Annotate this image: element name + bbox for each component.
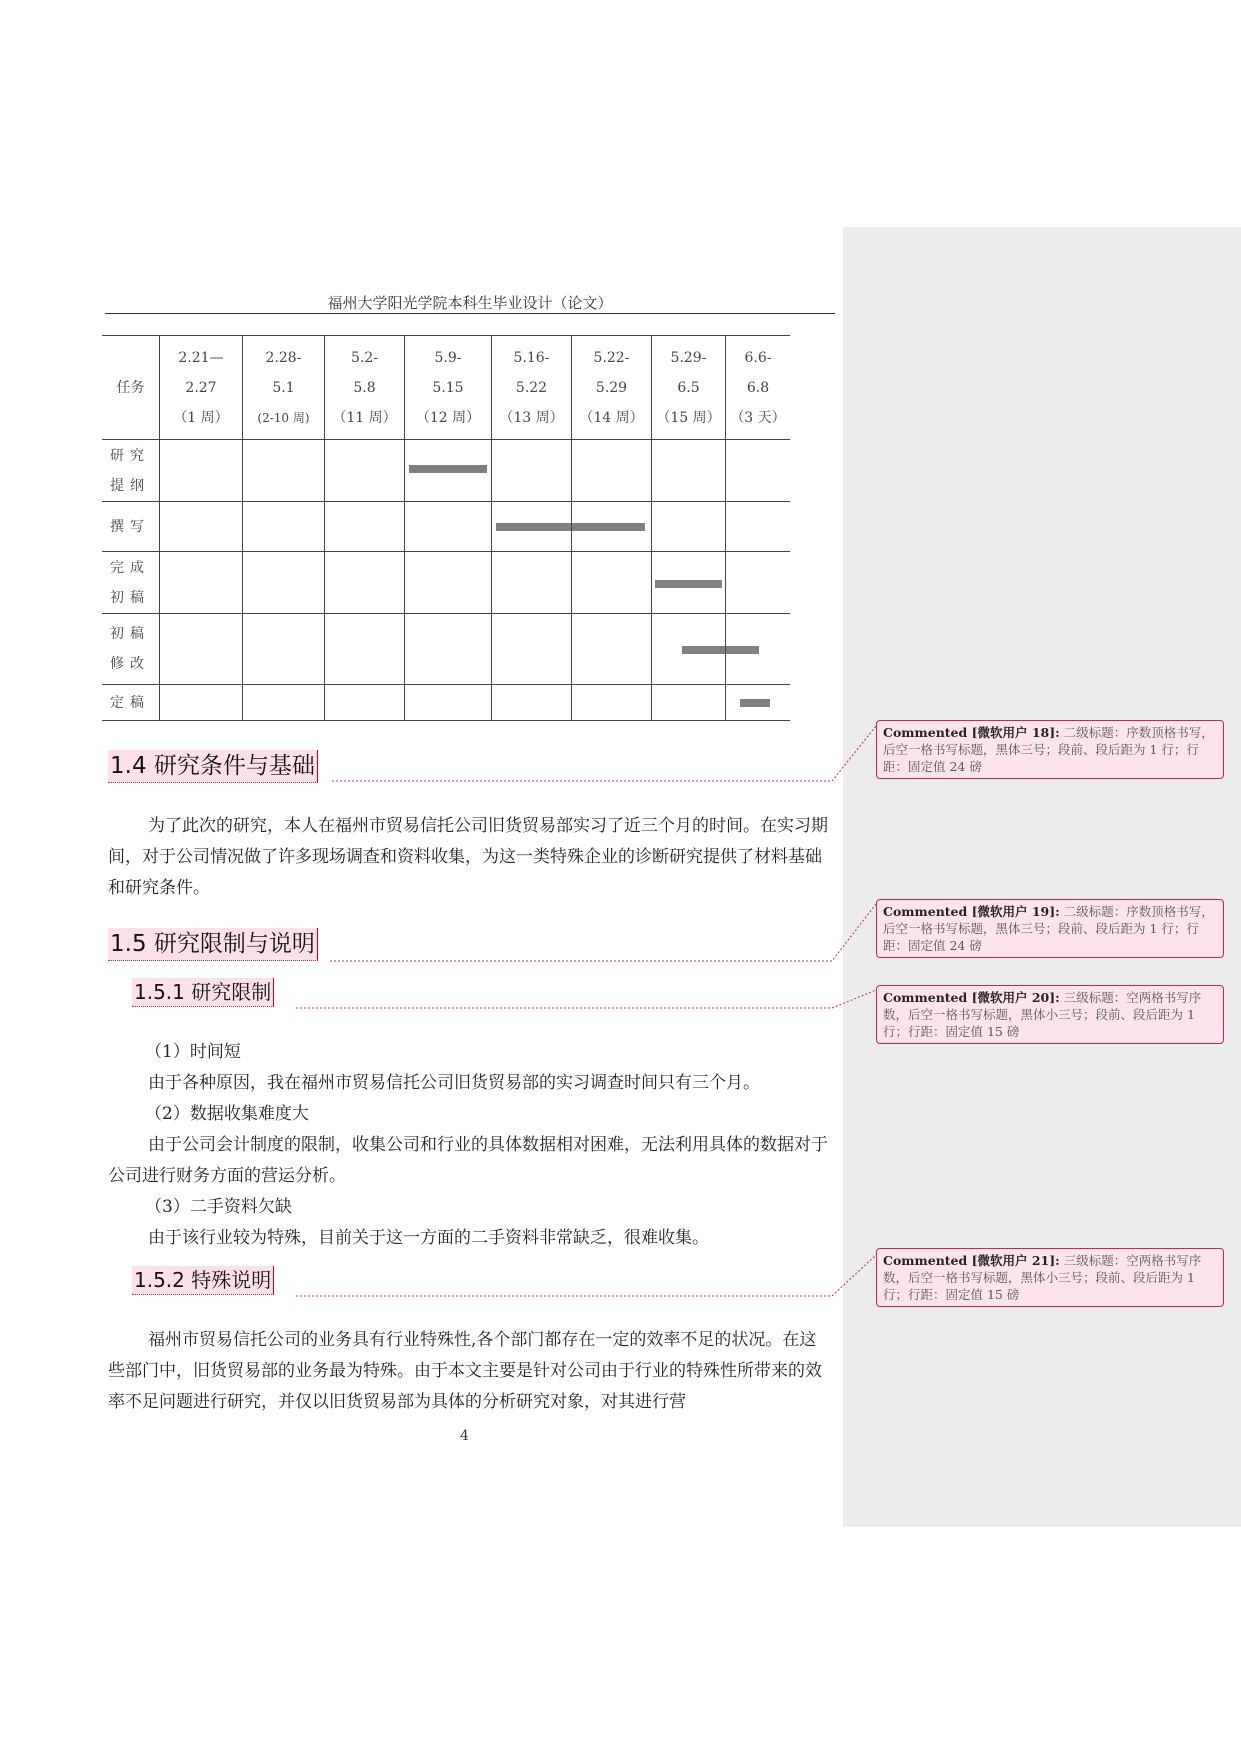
period-header: 2.21— 2.27 （1 周）: [160, 336, 243, 440]
section-body-1-5-2: 福州市贸易信托公司的业务具有行业特殊性,各个部门都存在一定的效率不足的状况。在这些部门中，旧货贸易部的业务最为特殊。由于本文主要是针对公司由于行业的特殊性所带来的效率不足问题进行研究，并仅以旧货贸易部为具体的分析研究对象，对其进行营: [108, 1330, 822, 1412]
limitation-body-3: 由于该行业较为特殊，目前关于这一方面的二手资料非常缺乏，很难收集。: [148, 1228, 709, 1248]
period-header: 2.28- 5.1 (2-10 周): [243, 336, 325, 440]
limitation-item-3: （3）二手资料欠缺: [145, 1197, 292, 1217]
comment-balloon[interactable]: Commented [微软用户 18]: 二级标题：序数顶格书写，后空一格书写标题，黑体三号；段前、段后距为 1 行；行距：固定值 24 磅: [876, 720, 1224, 779]
section-body-1-4: 为了此次的研究，本人在福州市贸易信托公司旧货贸易部实习了近三个月的时间。在实习期间，对于公司情况做了许多现场调查和资料收集，为这一类特殊企业的诊断研究提供了材料基础和研究条件。: [108, 816, 828, 898]
limitation-body-2: 由于公司会计制度的限制，收集公司和行业的具体数据相对困难，无法利用具体的数据对于公司进行财务方面的营运分析。: [108, 1135, 828, 1186]
task-label: 撰写: [102, 502, 160, 552]
section-heading-1-5-1: 1.5.1 研究限制: [132, 978, 274, 1007]
section-heading-1-4: 1.4 研究条件与基础: [108, 750, 318, 783]
page-number: 4: [460, 1428, 469, 1444]
limitation-item-1: （1）时间短: [145, 1042, 241, 1062]
period-header: 6.6- 6.8 （3 天）: [726, 336, 791, 440]
period-header: 5.22- 5.29 （14 周）: [572, 336, 652, 440]
task-label: 初稿 修改: [102, 614, 160, 685]
limitation-item-2: （2）数据收集难度大: [145, 1104, 309, 1124]
running-header: 福州大学阳光学院本科生毕业设计（论文）: [327, 294, 613, 312]
comment-balloon[interactable]: Commented [微软用户 19]: 二级标题：序数顶格书写，后空一格书写标题，黑体三号；段前、段后距为 1 行；行距：固定值 24 磅: [876, 899, 1224, 958]
period-header: 5.2- 5.8 （11 周）: [325, 336, 405, 440]
comment-balloon[interactable]: Commented [微软用户 20]: 三级标题：空两格书写序数，后空一格书写标题，黑体小三号；段前、段后距为 1 行；行距：固定值 15 磅: [876, 985, 1224, 1044]
period-header: 5.29- 6.5 （15 周）: [652, 336, 726, 440]
section-heading-1-5: 1.5 研究限制与说明: [108, 928, 318, 961]
task-column-header: 任务: [102, 336, 160, 440]
task-label: 完成 初稿: [102, 552, 160, 614]
period-header: 5.9- 5.15 （12 周）: [405, 336, 492, 440]
task-label: 定稿: [102, 685, 160, 721]
task-label: 研究 提纲: [102, 440, 160, 502]
period-header: 5.16- 5.22 （13 周）: [492, 336, 572, 440]
comment-balloon[interactable]: Commented [微软用户 21]: 三级标题：空两格书写序数，后空一格书写标题，黑体小三号；段前、段后距为 1 行；行距：固定值 15 磅: [876, 1248, 1224, 1307]
limitation-body-1: 由于各种原因，我在福州市贸易信托公司旧货贸易部的实习调查时间只有三个月。: [148, 1073, 760, 1093]
section-heading-1-5-2: 1.5.2 特殊说明: [132, 1266, 274, 1295]
